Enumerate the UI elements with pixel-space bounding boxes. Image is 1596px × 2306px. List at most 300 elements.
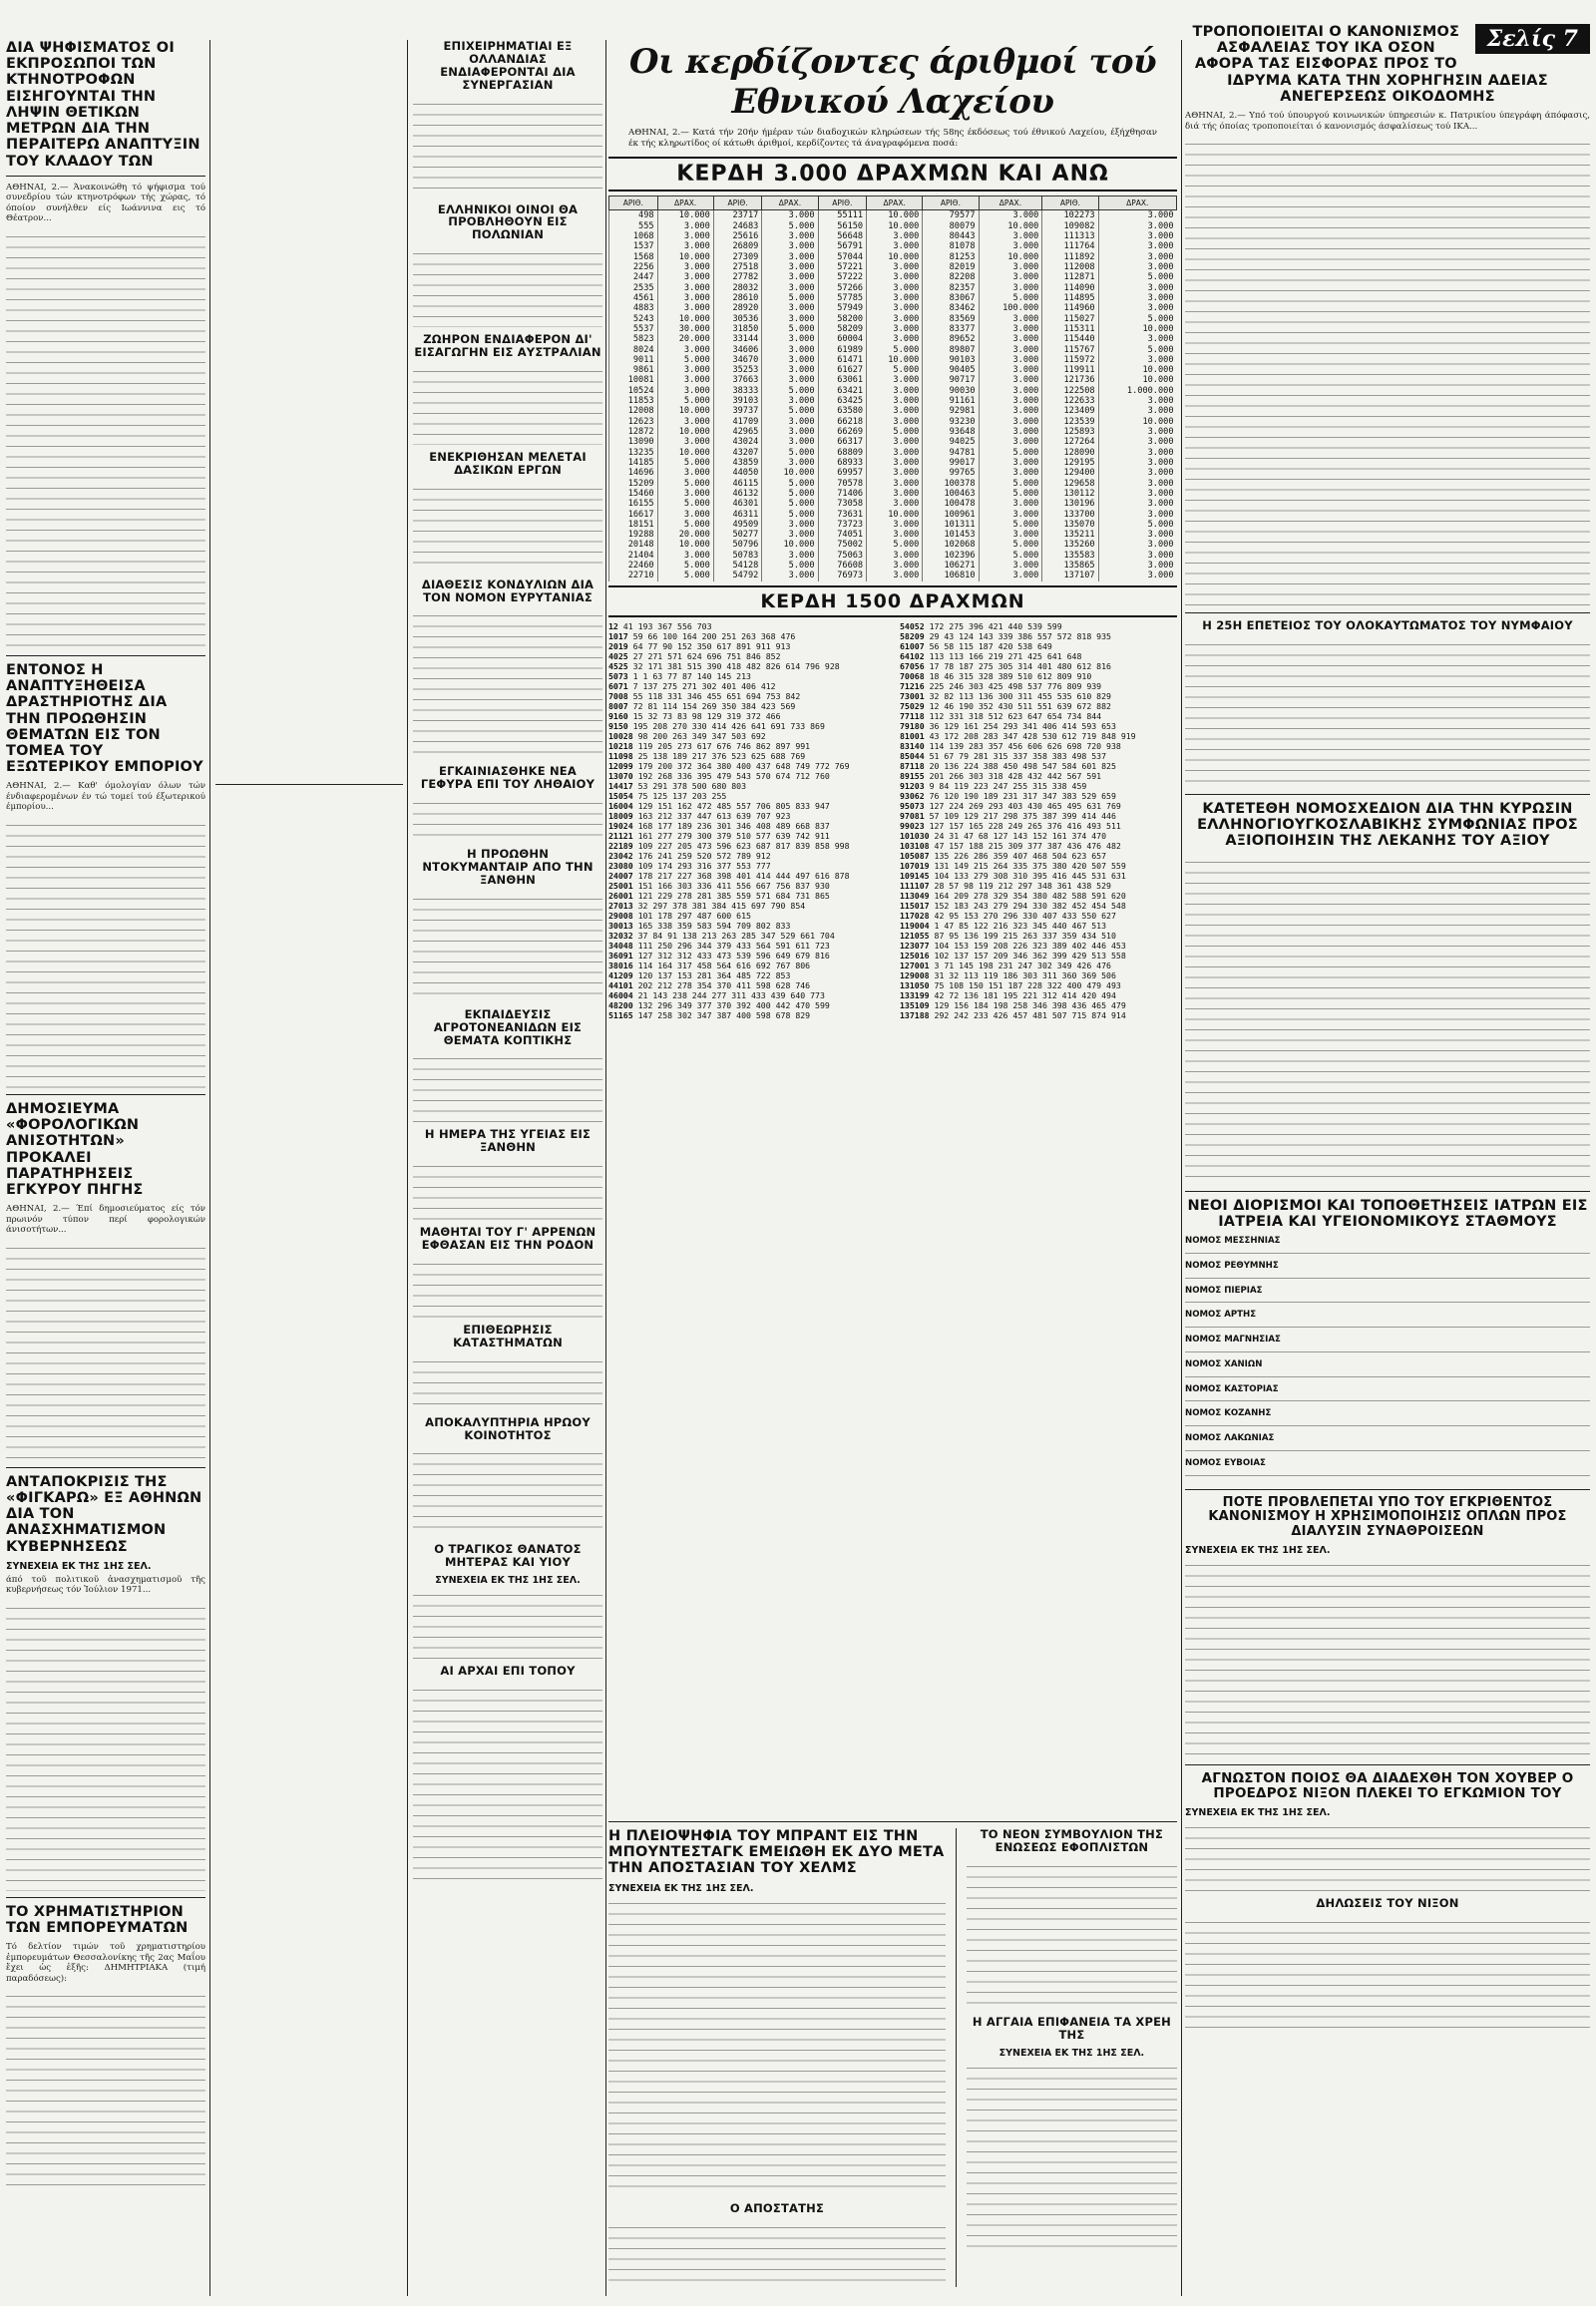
prize-amount: 5.000 [979, 479, 1042, 489]
prize-amount: 10.000 [657, 540, 713, 550]
table-row [609, 303, 1177, 313]
table-row [609, 324, 1177, 334]
ticket-number: 56150 [818, 221, 867, 231]
headline-article3: ΔΗΜΟΣΙΕΥΜΑ «ΦΟΡΟΛΟΓΙΚΩΝ ΑΝΙΣΟΤΗΤΩΝ» ΠΡΟΚΑΛΕΙ ΠΑΡΑΤΗΡΗΣΕΙΣ ΕΓΚΥΡΟΥ ΠΗΓΗΣ [6, 1100, 144, 1199]
brief-body [413, 98, 602, 197]
headline-brief: ΕΚΠΑΙΔΕΥΣΙΣ ΑΓΡΟΤΟΝΕΑΝΙΔΩΝ ΕΙΣ ΘΕΜΑΤΑ ΚΟΠΤΙΚΗΣ [433, 1006, 583, 1047]
column-rule [956, 1828, 957, 2287]
prize-amount: 5.000 [979, 293, 1042, 303]
list-item: 32032 37 84 91 138 213 263 285 347 529 661 704 [608, 930, 835, 941]
list-item: 22189 109 227 205 473 596 623 687 817 839 858 998 [608, 840, 850, 851]
prize-amount: 3.000 [979, 241, 1042, 251]
column-header-number: ΑΡΙΘ. [923, 196, 979, 210]
prize-amount: 3.000 [1098, 479, 1176, 489]
brandt-body [608, 1897, 946, 2196]
list-item: 9160 15 32 73 83 98 129 319 372 466 [608, 710, 781, 721]
prize-amount: 3.000 [1098, 551, 1176, 561]
ticket-number: 123539 [1042, 417, 1098, 427]
list-item: 12 41 193 367 556 703 [608, 620, 712, 631]
prize-amount: 30.000 [657, 324, 713, 334]
prize-amount: 3.000 [867, 241, 923, 251]
list-item: 137188 292 242 233 426 457 481 507 715 874 914 [900, 1009, 1126, 1020]
headline-brief: ΕΠΙΘΕΩΡΗΣΙΣ ΚΑΤΑΣΤΗΜΑΤΩΝ [453, 1322, 563, 1349]
ticket-number: 83462 [923, 303, 979, 313]
prize-amount: 3.000 [867, 324, 923, 334]
list-item: 83140 114 139 283 357 456 606 626 698 720 938 [900, 740, 1121, 751]
continued-label: ΣΥΝΕΧΕΙΑ ΕΚ ΤΗΣ 1ΗΣ ΣΕΛ. [608, 1882, 754, 1894]
prize-amount: 5.000 [762, 324, 818, 334]
continued-label: ΣΥΝΕΧΕΙΑ ΕΚ ΤΗΣ 1ΗΣ ΣΕΛ. [435, 1575, 581, 1587]
prize-amount: 3.000 [867, 314, 923, 324]
list-item: ΝΟΜΟΣ ΚΟΖΑΝΗΣ [1185, 1408, 1590, 1433]
table-row [609, 221, 1177, 231]
ticket-number: 28032 [713, 283, 762, 293]
prize-amount: 3.000 [657, 417, 713, 427]
ticket-number: 83569 [923, 314, 979, 324]
ticket-number: 13235 [609, 448, 658, 458]
prize-amount: 3.000 [762, 427, 818, 437]
table-row [609, 489, 1177, 499]
list-item: 10218 119 205 273 617 676 746 862 897 991 [608, 740, 811, 751]
subheading-apostatis: Ο ΑΠΟΣΤΑΤΗΣ [729, 2200, 825, 2215]
ticket-number: 76608 [818, 561, 867, 571]
prize-amount: 3.000 [1098, 499, 1176, 509]
table-row [609, 241, 1177, 251]
ticket-number: 2535 [609, 283, 658, 293]
page-number-masthead: Σελίς 7 [1475, 24, 1590, 54]
divider [215, 784, 403, 785]
list-item: 61007 56 58 115 187 420 538 649 [900, 640, 1052, 651]
list-item: 58209 29 43 124 143 339 386 557 572 818 935 [900, 630, 1111, 641]
headline-article4: ΑΝΤΑΠΟΚΡΙΣΙΣ ΤΗΣ «ΦΙΓΚΑΡΩ» ΕΞ ΑΘΗΝΩΝ ΔΙΑ ΤΟΝ ΑΝΑΣΧΗΜΑΤΙΣΜΟΝ ΚΥΒΕΡΝΗΣΕΩΣ [6, 1473, 202, 1555]
prize-amount: 5.000 [1098, 345, 1176, 355]
table-row [609, 520, 1177, 530]
prize-amount: 3.000 [762, 355, 818, 365]
ticket-number: 12008 [609, 406, 658, 416]
list-item: 123077 104 153 159 208 226 323 389 402 446 453 [900, 940, 1126, 951]
headline-shipowners: ΤΟ ΝΕΟΝ ΣΥΜΒΟΥΛΙΟΝ ΤΗΣ ΕΝΩΣΕΩΣ ΕΦΟΠΛΙΣΤΩΝ [980, 1827, 1164, 1854]
prize-amount: 3.000 [867, 386, 923, 396]
table-row [609, 293, 1177, 303]
prize-amount: 3.000 [979, 530, 1042, 540]
ticket-number: 111313 [1042, 231, 1098, 241]
headline-axios: ΚΑΤΕΤΕΘΗ ΝΟΜΟΣΧΕΔΙΟΝ ΔΙΑ ΤΗΝ ΚΥΡΩΣΙΝ ΕΛΛΗΝΟΓΙΟΥΓΚΟΣΛΑΒΙΚΗΣ ΣΥΜΦΩΝΙΑΣ ΠΡΟΣ ΑΞΙΟΠΟΙΗΣΙΝ ΤΗΣ ΛΕΚΑΝΗΣ ΤΟΥ ΑΞΙΟΥ [1197, 801, 1578, 850]
prize-amount: 3.000 [657, 272, 713, 282]
headline-brandt: Η ΠΛΕΙΟΨΗΦΙΑ ΤΟΥ ΜΠΡΑΝΤ ΕΙΣ ΤΗΝ ΜΠΟΥΝΤΕΣΤΑΓΚ ΕΜΕΙΩΘΗ ΕΚ ΔΥΟ ΜΕΤΑ ΤΗΝ ΑΠΟΣΤΑΣΙΑΝ ΤΟΥ ΧΕΛΜΣ [608, 1828, 945, 1877]
prize-amount: 10.000 [979, 252, 1042, 262]
table-row [609, 252, 1177, 262]
ticket-number: 69957 [818, 468, 867, 478]
continued-label: ΣΥΝΕΧΕΙΑ ΕΚ ΤΗΣ 1ΗΣ ΣΕΛ. [6, 1560, 152, 1572]
headline-brief: ΑΙ ΑΡΧΑΙ ΕΠΙ ΤΟΠΟΥ [440, 1664, 576, 1679]
table-row [609, 479, 1177, 489]
ticket-number: 57949 [818, 303, 867, 313]
prize-amount: 3.000 [979, 510, 1042, 520]
ticket-number: 68809 [818, 448, 867, 458]
table-row [609, 510, 1177, 520]
ticket-number: 50796 [713, 540, 762, 550]
prize-amount: 3.000 [867, 417, 923, 427]
prize-amount: 5.000 [1098, 314, 1176, 324]
headline-brief: ΔΙΑΘΕΣΙΣ ΚΟΝΔΥΛΙΩΝ ΔΙΑ ΤΟΝ ΝΟΜΟΝ ΕΥΡΥΤΑΝΙΑΣ [421, 576, 595, 604]
list-item: 103108 47 157 188 215 309 377 387 436 476 482 [900, 840, 1121, 851]
prize-amount: 3.000 [1098, 210, 1176, 221]
prize-amount: 3.000 [657, 437, 713, 447]
brief-body [413, 1447, 602, 1537]
prize-amount: 3.000 [1098, 489, 1176, 499]
prize-amount: 3.000 [867, 530, 923, 540]
column-header-amount: ΔΡΑΧ. [762, 196, 818, 210]
prize-amount: 3.000 [762, 314, 818, 324]
prize-amount: 3.000 [1098, 303, 1176, 313]
ticket-number: 15209 [609, 479, 658, 489]
ika-body [1185, 138, 1590, 606]
ticket-number: 115027 [1042, 314, 1098, 324]
prize-amount: 3.000 [867, 406, 923, 416]
ticket-number: 81078 [923, 241, 979, 251]
divider [1185, 1764, 1590, 1765]
list-item: 135109 129 156 184 198 258 346 398 436 465 479 [900, 999, 1126, 1010]
list-item: 16004 129 151 162 472 485 557 706 805 833 947 [608, 800, 830, 811]
prize-amount: 3.000 [979, 406, 1042, 416]
headline-brief: ΜΑΘΗΤΑΙ ΤΟΥ Γ' ΑΡΡΕΝΩΝ ΕΦΘΑΣΑΝ ΕΙΣ ΤΗΝ ΡΟΔΟΝ [419, 1225, 597, 1252]
brief-body [413, 1684, 602, 1883]
ticket-number: 80079 [923, 221, 979, 231]
ticket-number: 73058 [818, 499, 867, 509]
prize-amount: 3.000 [657, 221, 713, 231]
prize-amount: 10.000 [867, 355, 923, 365]
ticket-number: 43859 [713, 458, 762, 468]
ticket-number: 102068 [923, 540, 979, 550]
table-row [609, 375, 1177, 385]
headline-brief: ΕΛΛΗΝΙΚΟΙ ΟΙΝΟΙ ΘΑ ΠΡΟΒΛΗΘΟΥΝ ΕΙΣ ΠΟΛΩΝΙΑΝ [437, 201, 579, 242]
headline-brief: ΑΠΟΚΑΛΥΠΤΗΡΙΑ ΗΡΩΟΥ ΚΟΙΝΟΤΗΤΟΣ [425, 1414, 591, 1442]
list-item: 113049 164 209 278 329 354 380 482 588 591 620 [900, 890, 1126, 901]
ticket-number: 80443 [923, 231, 979, 241]
prize-amount: 3.000 [1098, 241, 1176, 251]
list-item: ΝΟΜΟΣ ΑΡΤΗΣ [1185, 1310, 1590, 1335]
prize-amount: 10.000 [657, 406, 713, 416]
prize-amount: 3.000 [762, 571, 818, 580]
ticket-number: 71406 [818, 489, 867, 499]
ticket-number: 18151 [609, 520, 658, 530]
prize-amount: 3.000 [657, 375, 713, 385]
article2-lead: ΑΘΗΝΑΙ, 2.— Καθ' όμολογίαν όλων τών ένδιαφερομένων έν τώ τομεί τού έξωτερικού έμπορίου... [6, 781, 205, 813]
list-item: 115017 152 183 243 279 294 330 382 452 454 548 [900, 900, 1126, 911]
ticket-number: 13090 [609, 437, 658, 447]
ticket-number: 135070 [1042, 520, 1098, 530]
table-row [609, 365, 1177, 375]
table-row [609, 499, 1177, 509]
ticket-number: 135865 [1042, 561, 1098, 571]
prize-amount: 3.000 [762, 283, 818, 293]
prize-amount: 3.000 [979, 231, 1042, 241]
prize-amount: 3.000 [1098, 530, 1176, 540]
prize-amount: 3.000 [867, 262, 923, 272]
ticket-number: 43207 [713, 448, 762, 458]
table-row [609, 540, 1177, 550]
ticket-number: 22710 [609, 571, 658, 580]
prize-amount: 5.000 [762, 293, 818, 303]
brief-body [413, 1052, 602, 1122]
prize-amount: 5.000 [657, 571, 713, 580]
prize-amount: 3.000 [867, 303, 923, 313]
ticket-number: 90405 [923, 365, 979, 375]
divider [1185, 1191, 1590, 1192]
prize-amount: 3.000 [867, 479, 923, 489]
prize-amount: 3.000 [762, 437, 818, 447]
prize-amount: 3.000 [1098, 448, 1176, 458]
list-item: 4525 32 171 381 515 390 418 482 826 614 796 928 [608, 660, 840, 671]
brief-body [413, 365, 602, 445]
ticket-number: 50277 [713, 530, 762, 540]
ticket-number: 11853 [609, 396, 658, 406]
prize-amount: 5.000 [762, 561, 818, 571]
column-rule [209, 40, 210, 2296]
list-item: 91203 9 84 119 223 247 255 315 338 459 [900, 780, 1087, 791]
prize-amount: 5.000 [762, 386, 818, 396]
left-inner-column [215, 40, 403, 2296]
prize-amount: 3.000 [867, 468, 923, 478]
column-header-number: ΑΡΙΘ. [713, 196, 762, 210]
prize-amount: 3.000 [867, 375, 923, 385]
ticket-number: 56648 [818, 231, 867, 241]
brief-body [413, 483, 602, 573]
list-item: 21121 161 277 279 300 379 510 577 639 742 911 [608, 830, 830, 841]
ticket-number: 128090 [1042, 448, 1098, 458]
list-item: 93062 76 120 190 189 231 317 347 383 529 659 [900, 790, 1116, 801]
prize-amount: 10.000 [867, 252, 923, 262]
list-item: 85044 51 67 79 281 315 337 358 383 498 537 [900, 750, 1107, 761]
prize-amount: 3.000 [1098, 540, 1176, 550]
ticket-number: 82357 [923, 283, 979, 293]
prize-amount: 3.000 [979, 210, 1042, 221]
ticket-number: 115440 [1042, 334, 1098, 344]
headline-brief: ΖΩΗΡΟΝ ΕΝΔΙΑΦΕΡΟΝ ΔΙ' ΕΙΣΑΓΩΓΗΝ ΕΙΣ ΑΥΣΤΡΑΛΙΑΝ [414, 332, 601, 359]
ticket-number: 25616 [713, 231, 762, 241]
headline-weapons: ΠΟΤΕ ΠΡΟΒΛΕΠΕΤΑΙ ΥΠΟ ΤΟΥ ΕΓΚΡΙΘΕΝΤΟΣ ΚΑΝΟΝΙΣΜΟΥ Η ΧΡΗΣΙΜΟΠΟΙΗΣΙΣ ΟΠΛΩΝ ΠΡΟΣ ΔΙΑΛΥΣΙΝ ΣΥΝΑΘΡΟΙΣΕΩΝ [1208, 1494, 1567, 1539]
prize-amount: 3.000 [762, 520, 818, 530]
table-row [609, 283, 1177, 293]
list-item: 38016 114 164 317 458 564 616 692 767 806 [608, 960, 811, 970]
brief-body [413, 1355, 602, 1410]
list-item: 95073 127 224 269 293 403 430 465 495 631 769 [900, 800, 1121, 811]
ticket-number: 93648 [923, 427, 979, 437]
ticket-number: 20148 [609, 540, 658, 550]
list-item: 27013 32 297 378 381 384 415 697 790 854 [608, 900, 806, 911]
prize-amount: 3.000 [762, 241, 818, 251]
prize-amount: 5.000 [657, 499, 713, 509]
divider [6, 655, 205, 656]
ticket-number: 99017 [923, 458, 979, 468]
ticket-number: 119911 [1042, 365, 1098, 375]
prize-amount: 10.000 [1098, 375, 1176, 385]
lottery-section [608, 30, 1177, 2296]
column-header-number: ΑΡΙΘ. [1042, 196, 1098, 210]
prize-amount: 3.000 [657, 551, 713, 561]
prize-amount: 3.000 [867, 293, 923, 303]
ticket-number: 34670 [713, 355, 762, 365]
table-row [609, 571, 1177, 580]
prize-amount: 3.000 [1098, 293, 1176, 303]
ticket-number: 2447 [609, 272, 658, 282]
prize-amount: 3.000 [762, 334, 818, 344]
ticket-number: 100378 [923, 479, 979, 489]
prize-amount: 10.000 [1098, 417, 1176, 427]
prize-amount: 10.000 [657, 427, 713, 437]
ticket-number: 93230 [923, 417, 979, 427]
prize-amount: 3.000 [657, 241, 713, 251]
headline-brief: ΕΝΕΚΡΙΘΗΣΑΝ ΜΕΛΕΤΑΙ ΔΑΣΙΚΩΝ ΕΡΓΩΝ [429, 449, 587, 477]
ticket-number: 100478 [923, 499, 979, 509]
headline-article5: ΤΟ ΧΡΗΜΑΤΙΣΤΗΡΙΟΝ ΤΩΝ ΕΜΠΟΡΕΥΜΑΤΩΝ [6, 1903, 189, 1937]
list-item: 127001 3 71 145 198 231 247 302 349 426 476 [900, 960, 1111, 970]
center-bottom-articles [608, 1828, 1177, 2287]
list-item: 70068 18 46 315 328 389 510 612 809 910 [900, 670, 1092, 681]
ticket-number: 58209 [818, 324, 867, 334]
ticket-number: 54792 [713, 571, 762, 580]
article4-body [6, 1602, 205, 1891]
prize-amount: 3.000 [979, 324, 1042, 334]
list-item: 119004 1 47 85 122 216 323 345 440 467 513 [900, 920, 1107, 931]
prize-amount: 3.000 [762, 345, 818, 355]
ticket-number: 76973 [818, 571, 867, 580]
prize-amount: 3.000 [867, 489, 923, 499]
prize-amount: 3.000 [1098, 252, 1176, 262]
continued-label: ΣΥΝΕΧΕΙΑ ΕΚ ΤΗΣ 1ΗΣ ΣΕΛ. [1185, 1545, 1331, 1557]
center-bottom [608, 1815, 1177, 2287]
ticket-number: 63421 [818, 386, 867, 396]
ticket-number: 5537 [609, 324, 658, 334]
list-item: 7008 55 118 331 346 455 651 694 753 842 [608, 690, 801, 701]
list-item: 24007 178 217 227 368 398 401 414 444 497 616 878 [608, 870, 850, 881]
table-row [609, 468, 1177, 478]
prize-amount: 3.000 [979, 272, 1042, 282]
ticket-number: 57222 [818, 272, 867, 282]
prize-amount: 5.000 [762, 510, 818, 520]
list-item: 1017 59 66 100 164 200 251 263 368 476 [608, 630, 796, 641]
ticket-number: 122633 [1042, 396, 1098, 406]
prize-amount: 5.000 [867, 540, 923, 550]
prize-amount: 3.000 [762, 551, 818, 561]
prize-amount: 3.000 [979, 375, 1042, 385]
prize-amount: 10.000 [867, 221, 923, 231]
prize-amount: 3.000 [657, 489, 713, 499]
list-item: 13070 192 268 336 395 479 543 570 674 712 760 [608, 770, 830, 781]
ticket-number: 102273 [1042, 210, 1098, 221]
list-item: 25001 151 166 303 336 411 556 667 756 837 930 [608, 880, 830, 891]
prize-amount: 1.000.000 [1098, 386, 1176, 396]
article3-lead: ΑΘΗΝΑΙ, 2.— Έπί δημοσιεύματος είς τόν πρωινόν τύπον περί φορολογικών άνισοτήτων... [6, 1204, 205, 1236]
prize-amount: 10.000 [1098, 324, 1176, 334]
list-item: 121055 87 95 136 199 215 263 337 359 434 510 [900, 930, 1116, 941]
column-header-amount: ΔΡΑΧ. [1098, 196, 1176, 210]
prize-amount: 5.000 [1098, 520, 1176, 530]
prize-amount: 3.000 [867, 231, 923, 241]
prize-amount: 3.000 [1098, 262, 1176, 272]
ticket-number: 106810 [923, 571, 979, 580]
list-item: 129008 31 32 113 119 186 303 311 360 369 506 [900, 969, 1116, 980]
ticket-number: 75063 [818, 551, 867, 561]
ticket-number: 57785 [818, 293, 867, 303]
prize-amount: 5.000 [762, 479, 818, 489]
ticket-number: 99765 [923, 468, 979, 478]
headline-brief: Η ΗΜΕΡΑ ΤΗΣ ΥΓΕΙΑΣ ΕΙΣ ΞΑΝΘΗΝ [424, 1127, 592, 1155]
divider [1185, 794, 1590, 795]
list-item: 64102 113 113 166 219 271 425 641 648 [900, 650, 1082, 661]
ticket-number: 9861 [609, 365, 658, 375]
list-item: 77118 112 331 318 512 623 647 654 734 844 [900, 710, 1102, 721]
list-item: 131050 75 108 150 151 187 228 322 400 479 493 [900, 979, 1121, 990]
prize-amount: 3.000 [762, 365, 818, 375]
divider [6, 1897, 205, 1898]
table-row [609, 427, 1177, 437]
prize-amount: 3.000 [657, 303, 713, 313]
prize-amount: 5.000 [657, 479, 713, 489]
prize-amount: 3.000 [867, 272, 923, 282]
prize-amount: 3.000 [1098, 334, 1176, 344]
brandt-article [608, 1828, 946, 2287]
prize-amount: 3.000 [979, 396, 1042, 406]
table-row [609, 334, 1177, 344]
ticket-number: 60004 [818, 334, 867, 344]
list-item: 44101 202 212 278 354 370 411 598 628 746 [608, 979, 811, 990]
prize-amount: 3.000 [1098, 468, 1176, 478]
list-item: 9150 195 208 270 330 414 426 641 691 733 869 [608, 720, 825, 731]
ticket-number: 63580 [818, 406, 867, 416]
ticket-number: 12872 [609, 427, 658, 437]
article3-body [6, 1242, 205, 1461]
headline-brief: ΕΓΚΑΙΝΙΑΣΘΗΚΕ ΝΕΑ ΓΕΦΥΡΑ ΕΠΙ ΤΟΥ ΛΗΘΑΙΟΥ [420, 764, 596, 792]
ticket-number: 90103 [923, 355, 979, 365]
list-item: 111107 28 57 98 119 212 297 348 361 438 529 [900, 880, 1111, 891]
prize-amount: 3.000 [1098, 458, 1176, 468]
ticket-number: 90717 [923, 375, 979, 385]
prize-amount: 3.000 [979, 283, 1042, 293]
ticket-number: 39103 [713, 396, 762, 406]
list-item: 11098 25 138 189 217 376 523 625 688 769 [608, 750, 806, 761]
ticket-number: 55111 [818, 210, 867, 221]
ticket-number: 46115 [713, 479, 762, 489]
ticket-number: 56791 [818, 241, 867, 251]
prize-amount: 3.000 [867, 551, 923, 561]
ticket-number: 10524 [609, 386, 658, 396]
left-column [6, 40, 205, 2296]
ticket-number: 49509 [713, 520, 762, 530]
ticket-number: 122508 [1042, 386, 1098, 396]
column-header-number: ΑΡΙΘ. [818, 196, 867, 210]
ticket-number: 115767 [1042, 345, 1098, 355]
headline-nymfaio: Η 25Η ΕΠΕΤΕΙΟΣ ΤΟΥ ΟΛΟΚΑΥΤΩΜΑΤΟΣ ΤΟΥ ΝΥΜΦΑΙΟΥ [1202, 618, 1573, 633]
headline-brief: ΕΠΙΧΕΙΡΗΜΑΤΙΑΙ ΕΞ ΟΛΛΑΝΔΙΑΣ ΕΝΔΙΑΦΕΡΟΝΤΑΙ ΔΙΑ ΣΥΝΕΡΓΑΣΙΑΝ [440, 40, 576, 92]
prize-amount: 5.000 [979, 540, 1042, 550]
list-item: 67056 17 78 187 275 305 314 401 480 612 816 [900, 660, 1111, 671]
table-row [609, 417, 1177, 427]
ticket-number: 1537 [609, 241, 658, 251]
ticket-number: 24683 [713, 221, 762, 231]
axios-body [1185, 856, 1590, 1185]
ticket-number: 61471 [818, 355, 867, 365]
prize-amount: 3.000 [657, 283, 713, 293]
prize-amount: 3.000 [979, 571, 1042, 580]
column-rule [407, 40, 408, 2296]
lottery-intro: ΑΘΗΝΑΙ, 2.— Κατά τήν 20ήν ήμέραν τών διαδοχικών κληρώσεων τής 58ης έκδόσεως τού έθνικού Λαχείου, έξήχθησαν έκ τής κληρωτίδος οί κάτωθι άριθμοί, κερδίζοντες τά άναγραφόμενα ποσά: [628, 128, 1157, 149]
ticket-number: 5823 [609, 334, 658, 344]
prize-amount: 5.000 [867, 365, 923, 375]
list-item: 10028 98 200 263 349 347 503 692 [608, 730, 766, 741]
prize-amount: 10.000 [657, 210, 713, 221]
table-row [609, 262, 1177, 272]
